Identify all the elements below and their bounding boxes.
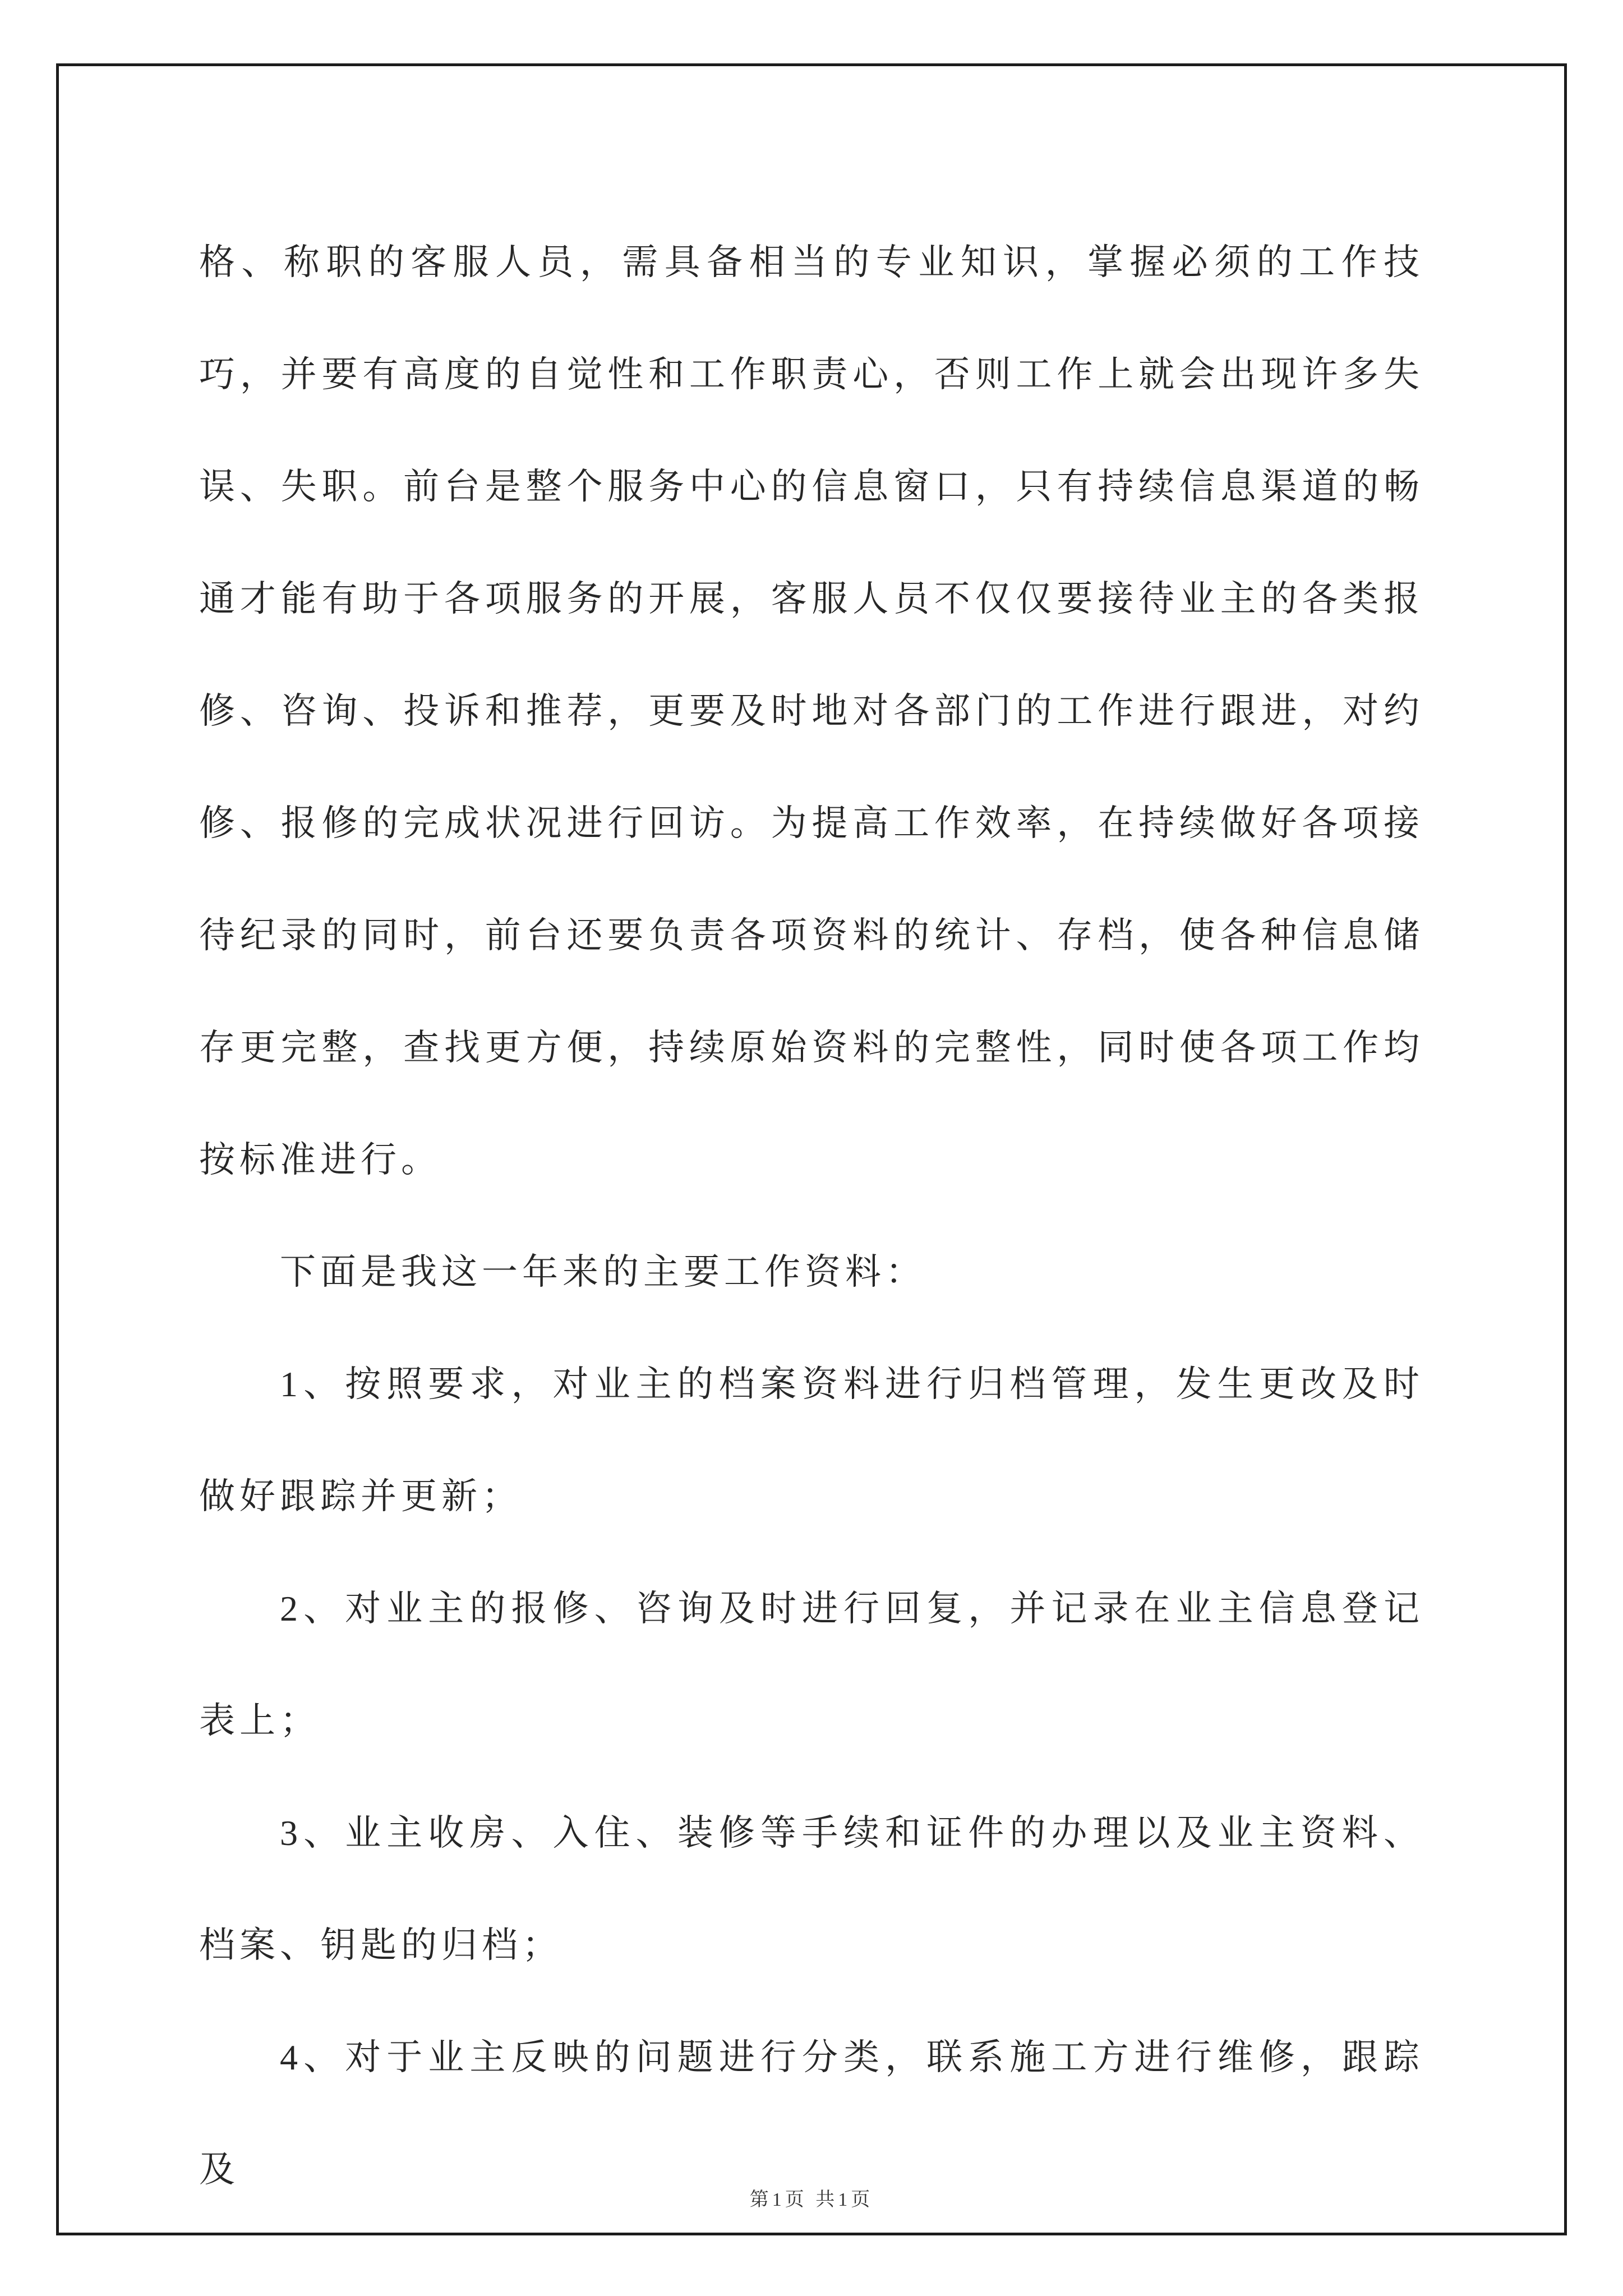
document-content (199, 206, 1424, 2226)
paragraph: 下面是我这一年来的主要工作资料： (280, 1252, 926, 1292)
paragraph: 1、按照要求，对业主的档案资料进行归档管理，发生更改及时做好跟踪并更新； (199, 1364, 1424, 1516)
paragraph: 4、对于业主反映的问题进行分类，联系施工方进行维修，跟踪及 (199, 2037, 1424, 2189)
paragraph: 3、业主收房、入住、装修等手续和证件的办理以及业主资料、档案、钥匙的归档； (199, 1813, 1424, 1965)
paragraph: 格、称职的客服人员，需具备相当的专业知识，掌握必须的工作技巧，并要有高度的自觉性和工作职责心，否则工作上就会出现许多失误、失职。前台是整个服务中心的信息窗口，只有持续信息渠道的畅通才能有助于各项服务的开展，客服人员不仅仅要接待业主的各类报修、咨询、投诉和推荐，更要及时地对各部门的工作进行跟进，对约修、报修的完成状况进行回访。为提高工作效率，在持续做好各项接待纪录的同时，前台还要负责各项资料的统计、存档，使各种信息储存更完整，查找更方便，持续原始资料的完整性，同时使各项工作均按标准进行。 (199, 242, 1424, 1180)
paragraph: 2、对业主的报修、咨询及时进行回复，并记录在业主信息登记表上； (199, 1589, 1424, 1741)
page-footer (59, 2184, 1564, 2211)
page-border (56, 63, 1567, 2235)
page-number: 第1页 共1页 (749, 2189, 874, 2210)
